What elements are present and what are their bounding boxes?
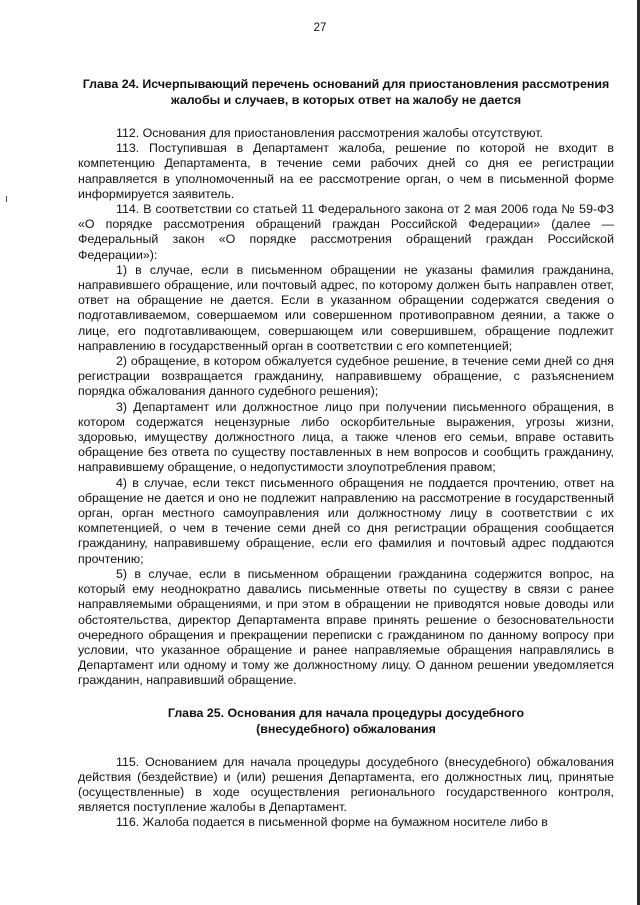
clause-5: 5) в случае, если в письменном обращении гражданина содержится вопрос, на который ему неоднократно давались письменные ответы по существу в связи с ранее направляемыми обращениями, и при этом в обращении не приводятся новые доводы или обстоятельства, директор Департамента вправе принять решение о безосновательности очередного обращения и прекращении переписки с гражданином по данному вопросу при условии, что указанное обращение и ранее направляемые обращения направлялись в Департамент или одному и тому же должностному лицу. О данном решении уведомляется гражданин, направивший обращение. xyxy=(78,566,614,688)
paragraph-114: 114. В соответствии со статьей 11 Федерального закона от 2 мая 2006 года № 59-ФЗ «О порядке рассмотрения обращений граждан Российской Федерации» (далее — Федеральный закон «О порядке рассмотрения обращений граждан Российской Федерации»): xyxy=(78,202,614,262)
paragraph-112: 112. Основания для приостановления рассмотрения жалобы отсутствуют. xyxy=(116,126,543,140)
page-number: 27 xyxy=(313,22,327,34)
chapter-25-title-line-1: Глава 25. Основания для начала процедуры досудебного xyxy=(167,705,525,720)
chapter-25-title xyxy=(78,705,614,737)
clause-3: 3) Департамент или должностное лицо при получении письменного обращения, в котором содержатся нецензурные либо оскорбительные выражения, угрозы жизни, здоровью, имуществу должностного лица, а также членов его семьи, вправе оставить обращение без ответа по существу поставленных в нем вопросов и сообщить гражданину, направившему обращение, о недопустимости злоупотребления правом; xyxy=(78,399,614,475)
chapter-24-title: Глава 24. Исчерпывающий перечень оснований для приостановления рассмотрения жалобы и случаев, в которых ответ на жалобу не дается xyxy=(82,77,610,107)
clause-2: 2) обращение, в котором обжалуется судебное решение, в течение семи дней со дня регистрации возвращается гражданину, направившему обращение, с разъяснением порядка обжалования данного судебного решения); xyxy=(78,354,614,399)
scan-mark xyxy=(6,196,7,202)
clause-4: 4) в случае, если текст письменного обращения не поддается прочтению, ответ на обращение не дается и оно не подлежит направлению на рассмотрение в государственный орган, орган местного самоуправления или должностному лицу в соответствии с их компетенцией, о чем в течение семи дней со дня регистрации обращения сообщается гражданину, направившему обращение, если его фамилия и почтовый адрес поддаются прочтению; xyxy=(78,475,614,566)
clause-1: 1) в случае, если в письменном обращении не указаны фамилия гражданина, направившего обращение, или почтовый адрес, по которому должен быть направлен ответ, ответ на обращение не дается. Если в указанном обращении содержатся сведения о подготавливаемом, совершаемом или совершенном противоправном деянии, а также о лице, его подготавливающем, совершающем или совершившем, обращение подлежит направлению в государственный орган в соответствии с его компетенцией; xyxy=(78,262,614,353)
paragraph-113: 113. Поступившая в Департамент жалоба, решение по которой не входит в компетенцию Департамента, в течение семи рабочих дней со дня ее регистрации направляется в уполномоченный на ее рассмотрение орган, о чем в письменной форме информируется заявитель. xyxy=(78,141,614,201)
document-body xyxy=(78,76,614,831)
paragraph-115: 115. Основанием для начала процедуры досудебного (внесудебного) обжалования действия (бездействие) и (или) решения Департамента, его должностных лиц, принятые (осуществленные) в ходе осуществления регионального государственного контроля, является поступление жалобы в Департамент. xyxy=(78,754,614,815)
chapter-25-title-line-2: (внесудебного) обжалования xyxy=(256,721,436,736)
paragraph-116: 116. Жалоба подается в письменной форме на бумажном носителе либо в xyxy=(116,815,548,830)
